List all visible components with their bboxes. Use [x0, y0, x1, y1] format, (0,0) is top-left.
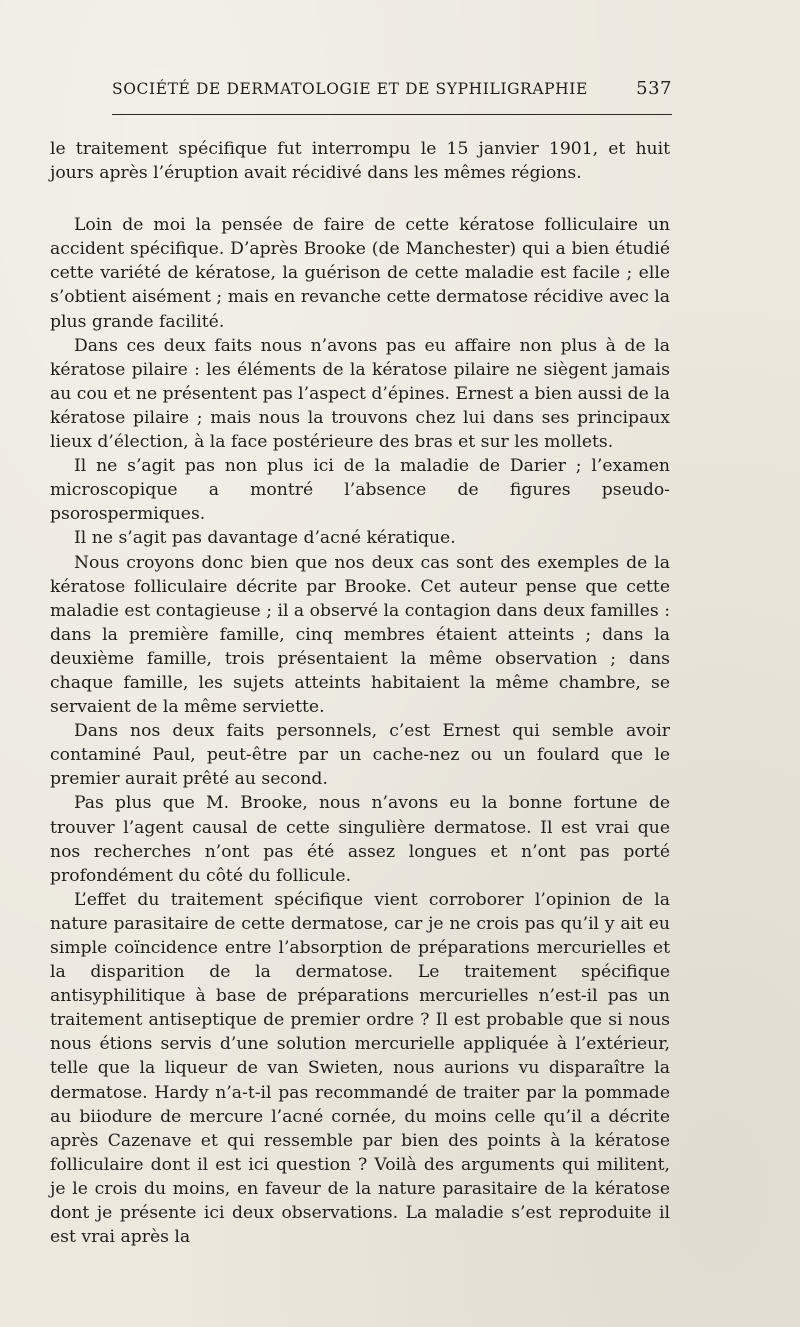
header-rule — [112, 114, 672, 115]
paragraph: Il ne s’agit pas davantage d’acné kératique. — [74, 528, 456, 549]
paragraph: Dans ces deux faits nous n’avons pas eu affaire non plus à de la kératose pilaire : les éléments de la kératose pilaire ne siègent jamais au cou et ne présentent pas l’aspect d’épines. Ernest a bien aussi de la kératose pilaire ; mais nous la trouvons chez lui dans ses principaux lieux d’élection, à la face postérieure des bras et sur les mollets. — [50, 335, 670, 453]
paragraph: Il ne s’agit pas non plus ici de la maladie de Darier ; l’examen microscopique a montré l’absence de figures pseudo-psorospermiques. — [50, 456, 670, 525]
paragraph: Dans nos deux faits personnels, c’est Ernest qui semble avoir contaminé Paul, peut-être par un cache-nez ou un foulard que le premier aurait prêté au second. — [50, 721, 670, 790]
paragraph: Pas plus que M. Brooke, nous n’avons eu la bonne fortune de trouver l’agent causal de cette singulière dermatose. Il est vrai que nos recherches n’ont pas été assez longues et n’ont pas porté profondément du côté du follicule. — [50, 793, 670, 886]
paragraph: Nous croyons donc bien que nos deux cas sont des exemples de la kératose folliculaire décrite par Brooke. Cet auteur pense que cette maladie est contagieuse ; il a observé la contagion dans deux familles : dans la première famille, cinq membres étaient atteints ; dans la deuxième famille, trois présentaient la même observation ; dans chaque famille, les sujets atteints habitaient la même chambre, se servaient de la même serviette. — [50, 552, 670, 718]
running-title: SOCIÉTÉ DE DERMATOLOGIE ET DE SYPHILIGRAPHIE — [112, 80, 588, 98]
page-number: 537 — [636, 78, 672, 99]
paragraph: Loin de moi la pensée de faire de cette kératose folliculaire un accident spécifique. D’après Brooke (de Manchester) qui a bien étudié cette variété de kératose, la guérison de cette maladie est facile ; elle s’obtient aisément ; mais en revanche cette dermatose récidive avec la plus grande facilité. — [50, 215, 670, 332]
paragraph-continuation: le traitement spécifique fut interrompu le 15 janvier 1901, et huit jours après l’éruption avait récidivé dans les mêmes régions. — [50, 139, 670, 184]
body-text — [50, 137, 670, 1249]
paragraph: L’effet du traitement spécifique vient corroborer l’opinion de la nature parasitaire de cette dermatose, car je ne crois pas qu’il y ait eu simple coïncidence entre l’absorption de préparations mercurielles et la disparition de la dermatose. Le traitement spécifique antisyphilitique à base de préparations mercurielles n’est-il pas un traitement antiseptique de premier ordre ? Il est probable que si nous nous étions servis d’une solution mercurielle appliquée à l’extérieur, telle que la liqueur de van Swieten, nous aurions vu disparaître la dermatose. Hardy n’a-t-il pas recommandé de traiter par la pommade au biiodure de mercure l’acné cornée, du moins celle qu’il a décrite après Cazenave et qui ressemble par bien des points à la kératose folliculaire dont il est ici question ? Voilà des arguments qui militent, je le crois du moins, en faveur de la nature parasitaire de la kératose dont je présente ici deux observations. La maladie s’est reproduite il est vrai après la — [50, 889, 670, 1248]
running-header — [112, 74, 672, 106]
